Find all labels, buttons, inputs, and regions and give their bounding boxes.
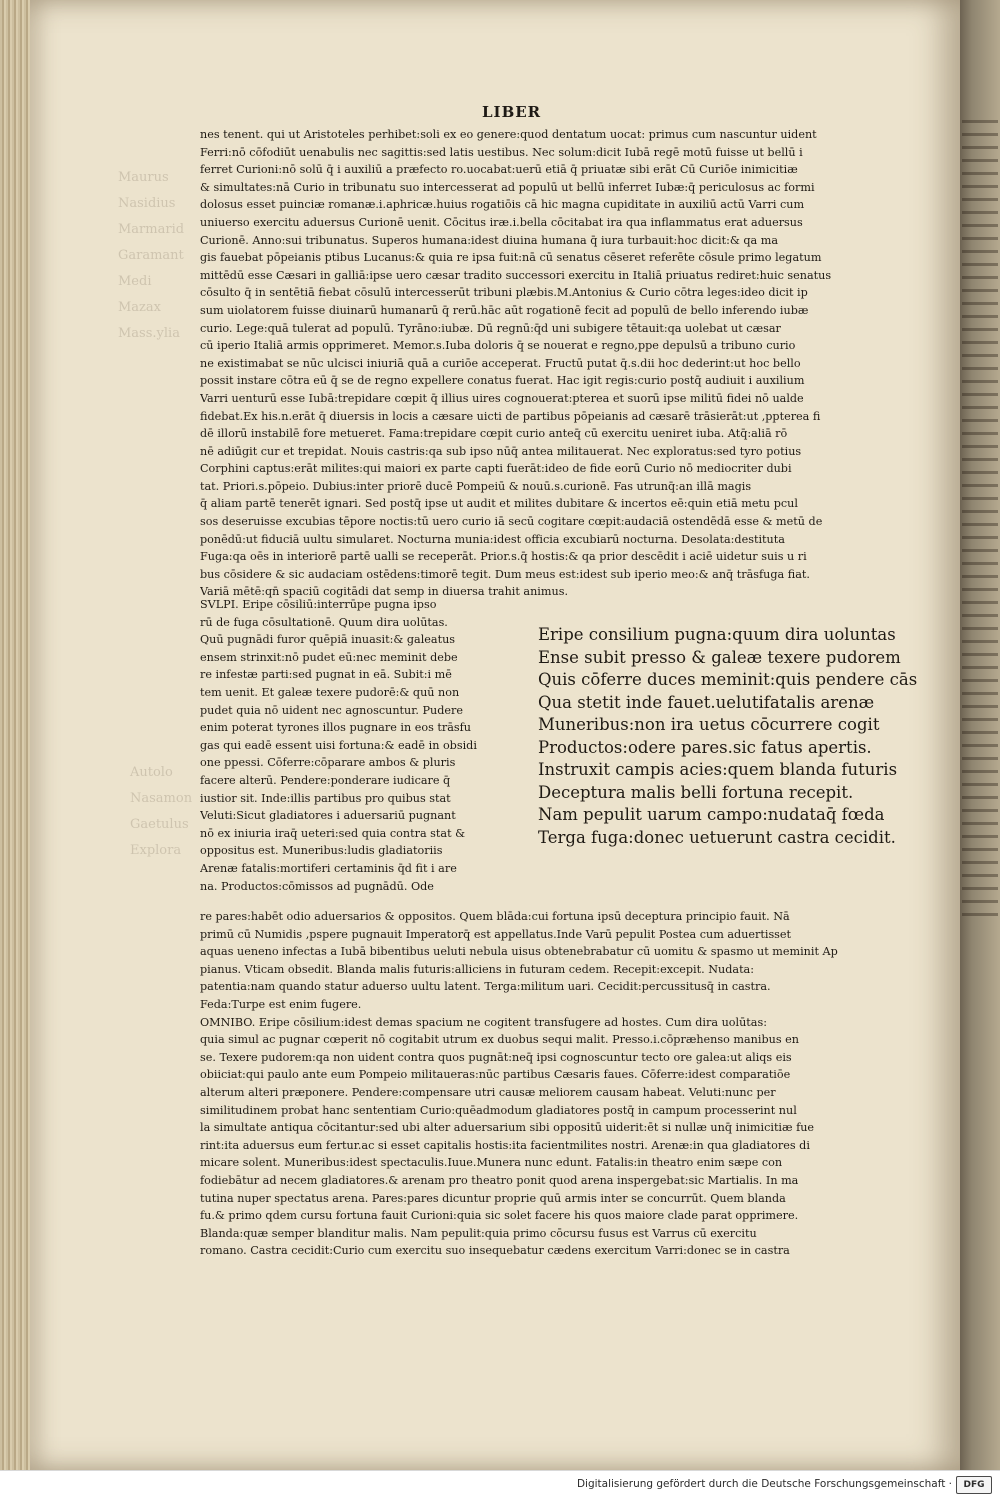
commentary-line: q̄ aliam partē tenerēt ignari. Sed postq̄ ipse ut audit et milites dubitare & incertos eē:quin etiā metu pcul bbox=[200, 497, 798, 511]
commentary-line: nē adiūgit cur et trepidat. Nouis castris:qa sub ipso nūq̄ antea militauerat. Nec exploratus:sed tyro potius bbox=[200, 444, 802, 458]
show-through-text-lower: Autolo Nasamon Gaetulus Explora bbox=[130, 765, 193, 858]
commentary-line: SVLPI. Eripe cōsiliū:interrūpe pugna ipso bbox=[200, 598, 437, 611]
commentary-line: patentia:nam quando statur aduerso uultu latent. Terga:militum uari. Cecidit:percussitusq̄ in castra. bbox=[200, 980, 771, 994]
verse-line: Eripe consilium pugna:quum dira uoluntas bbox=[538, 625, 896, 644]
commentary-line: fu.& primo qdem cursu fortuna fauit Curioni:quia sic solet facere his quos maiore clade parat opprimere. bbox=[200, 1209, 799, 1223]
commentary-line: dolosus esset puinciæ romanæ.i.aphricæ.huius rogatiōis cā hic magna cupiditate in auxiliū actū Varri cum bbox=[200, 198, 805, 212]
footer-bar bbox=[0, 1470, 1000, 1498]
commentary-line: la simultate antiqua cōcitantur:sed ubi alter aduersarium sibi oppositū uiderit:ēt si nullæ unq̄ inimicitiæ fue bbox=[200, 1121, 815, 1135]
commentary-line: Quū pugnādi furor quēpiā inuasit:& galeatus bbox=[200, 633, 456, 647]
running-head: LIBER bbox=[482, 103, 542, 121]
commentary-line: tem uenit. Et galeæ texere pudorē:& quū non bbox=[200, 685, 460, 699]
commentary-line: possit instare cōtra eū q̄ se de regno expellere conatus fuerat. Hac igit regis:curio postq̄ audiuit i auxilium bbox=[200, 374, 805, 388]
commentary-line: obiiciat:qui paulo ante eum Pompeio militaueras:nūc partibus Cæsaris faues. Cōferre:idest comparatiōe bbox=[200, 1068, 791, 1082]
commentary-line: Blanda:quæ semper blanditur malis. Nam pepulit:quia primo cōcursu fusus est Varrus cū exercitu bbox=[200, 1226, 757, 1240]
facing-page-text bbox=[962, 120, 998, 920]
commentary-line: OMNIBO. Eripe cōsilium:idest demas spacium ne cogitent transfugere ad hostes. Cum dira uolūtas: bbox=[200, 1015, 767, 1029]
verse-line: Productos:odere pares.sic fatus apertis. bbox=[538, 737, 872, 757]
commentary-line: Curionē. Anno:sui tribunatus. Superos humana:idest diuina humana q̄ iura turbauit:hoc dicit:& qa ma bbox=[200, 233, 779, 247]
commentary-line: primū cū Numidis ,pspere pugnauit Imperatorq̄ est appellatus.Inde Varū pepulit Postea cum aduertisset bbox=[200, 927, 792, 941]
commentary-line: ensem strinxit:nō pudet eū:nec meminit debe bbox=[200, 650, 458, 664]
verse-line: Quis cōferre duces meminit:quis pendere cās bbox=[538, 670, 918, 689]
verse-line: Instruxit campis acies:quem blanda futuris bbox=[538, 760, 898, 779]
commentary-line: Ferri:nō cōfodiūt uenabulis nec sagittis:sed latis uestibus. Nec solum:dicit Iubā regē motū fuisse ut bellū i bbox=[200, 145, 803, 159]
book-edge bbox=[0, 0, 30, 1470]
digitization-credit: Digitalisierung gefördert durch die Deutsche Forschungsgemeinschaft · bbox=[576, 1478, 952, 1490]
commentary-line: dē illorū instabilē fore metueret. Fama:trepidare cœpit curio anteq̄ cū exercitu ueniret iuba. Atq̄:aliā rō bbox=[200, 427, 788, 441]
verse-line: Terga fuga:donec uetuerunt castra cecidit. bbox=[538, 827, 896, 847]
verse-line: Qua stetit inde fauet.uelutifatalis arenæ bbox=[538, 692, 875, 712]
commentary-line: rint:ita aduersus eum fertur.ac si esset capitalis hostis:ita facientmilites nostri. Arenæ:in qua gladiatores di bbox=[200, 1138, 810, 1152]
commentary-line: Fuga:qa oēs in interiorē partē ualli se receperāt. Prior.s.q̄ hostis:& qa prior descēdit i aciē uidetur suis u ri bbox=[200, 550, 807, 564]
commentary-line: sum uiolatorem fuisse diuinarū humanarū q̄ rerū.hāc aūt rogationē fecit ad populū de bello inferendo iubæ bbox=[200, 303, 809, 317]
commentary-line: romano. Castra cecidit:Curio cum exercitu suo insequebatur cædens exercitum Varri:donec se in castra bbox=[200, 1244, 790, 1258]
verse-line: Ense subit presso & galeæ texere pudorem bbox=[538, 647, 901, 667]
commentary-line: iustior sit. Inde:illis partibus pro quibus stat bbox=[200, 791, 451, 805]
commentary-line: pudet quia nō uident nec agnoscuntur. Pudere bbox=[200, 703, 463, 717]
commentary-line: quia simul ac pugnar cœperit nō cogitabit utrum ex duobus sequi malit. Presso.i.cōpræhenso manibus en bbox=[200, 1033, 799, 1047]
commentary-line: curio. Lege:quā tulerat ad populū. Tyrāno:iubæ. Dū regnū:q̄d uni subigere tētauit:qa uolebat ut cæsar bbox=[200, 321, 781, 335]
commentary-line: Veluti:Sicut gladiatores i aduersariū pugnant bbox=[200, 809, 456, 823]
commentary-line: tutina nuper spectatus arena. Pares:pares dicuntur proprie quū armis inter se concurrūt. Quem blanda bbox=[200, 1191, 786, 1205]
commentary-line: micare solent. Muneribus:idest spectaculis.Iuue.Munera nunc edunt. Fatalis:in theatro enim sæpe con bbox=[200, 1156, 783, 1170]
commentary-line: se. Texere pudorem:qa non uident contra quos pugnāt:neq̄ ipsi cognoscuntur tecto ore galea:ut aliqs eis bbox=[200, 1050, 792, 1064]
commentary-line: Corphini captus:erāt milites:qui maiori ex parte capti fuerāt:ideo de fide eorū Curio nō mediocriter dubi bbox=[200, 462, 792, 476]
commentary-line: ponēdū:ut fiduciā uultu simularet. Nocturna munia:idest officia excubiarū nocturna. Desolata:destituta bbox=[200, 532, 785, 546]
commentary-left bbox=[200, 596, 510, 895]
commentary-line: fidebat.Ex his.n.erāt q̄ diuersis in locis a cæsare uicti de partibus pōpeianis ad cæsarē trāsierāt:ut ,ppterea fi bbox=[200, 409, 821, 423]
commentary-line: pianus. Vticam obsedit. Blanda malis futuris:alliciens in futuram cedem. Recepit:excepit. Nudata: bbox=[200, 962, 754, 976]
commentary-line: Feda:Turpe est enim fugere. bbox=[200, 997, 362, 1011]
commentary-line: cōsulto q̄ in sentētiā fiebat cōsulū intercesserūt tribuni plæbis.M.Antonius & Curio cōtra leges:ideo dicit ip bbox=[200, 286, 808, 300]
commentary-line: alterum alteri præponere. Pendere:compensare utri causæ meliorem causam habeat. Veluti:nunc per bbox=[200, 1085, 776, 1099]
commentary-line: one ppessi. Cōferre:cōparare ambos & pluris bbox=[200, 756, 456, 770]
dfg-logo-icon: DFG bbox=[956, 1476, 992, 1494]
commentary-line: ferret Curioni:nō solū q̄ i auxiliū a præfecto ro.uocabat:uerū etiā q̄ priuatæ sibi erāt Cū Curiōe inimicitiæ bbox=[200, 163, 798, 177]
commentary-line: similitudinem probat hanc sententiam Curio:quēadmodum gladiatores postq̄ in campum processerint nul bbox=[200, 1103, 797, 1117]
commentary-line: gas qui eadē essent uisi fortuna:& eadē in obsidi bbox=[200, 738, 477, 752]
commentary-line: cū iperio Italiā armis opprimeret. Memor.s.Iuba doloris q̄ se nouerat e regno,ppe depulsū a tribuno curio bbox=[200, 339, 796, 353]
verse-line: Muneribus:non ira uetus cōcurrere cogit bbox=[538, 715, 880, 734]
commentary-line: oppositus est. Muneribus:ludis gladiatoriis bbox=[200, 844, 443, 858]
commentary-line: & simultates:nā Curio in tribunatu suo intercesserat ad populū ut bellū inferret Iubæ:q̄ periculosus ac formi bbox=[200, 180, 815, 194]
commentary-line: na. Productos:cōmissos ad pugnādū. Ode bbox=[200, 879, 434, 893]
commentary-line: re pares:habēt odio aduersarios & oppositos. Quem blāda:cui fortuna ipsū deceptura principio fauit. Nā bbox=[200, 910, 790, 923]
commentary-bottom bbox=[200, 908, 924, 1260]
commentary-line: tat. Priori.s.pōpeio. Dubius:inter priorē ducē Pompeiū & nouū.s.curionē. Fas utrunq̄:an illā magis bbox=[200, 479, 752, 493]
show-through-text: Maurus Nasidius Marmarid Garamant Medi Mazax Mass.ylia bbox=[118, 170, 185, 341]
poem-verses bbox=[538, 624, 918, 849]
commentary-line: sos deseruisse excubias tēpore noctis:tū uero curio iā secū cogitare cœpit:audaciā ostendēdā esse & metū de bbox=[200, 515, 823, 529]
commentary-line: nō ex iniuria iraq̄ ueteri:sed quia contra stat & bbox=[200, 826, 466, 840]
commentary-line: Varri uenturū esse Iubā:trepidare cœpit q̄ illius uires cognouerat:pterea et suorū ipse militū fidei nō ualde bbox=[200, 391, 804, 405]
commentary-line: facere alterū. Pendere:ponderare iudicare q̄ bbox=[200, 773, 451, 787]
commentary-line: rū de fuga cōsultationē. Quum dira uolūtas. bbox=[200, 615, 448, 629]
verse-line: Nam pepulit uarum campo:nudataq̄ fœda bbox=[538, 805, 885, 824]
commentary-line: gis fauebat pōpeianis ptibus Lucanus:& quia re ipsa fuit:nā cū senatus cēseret referēte cōsule primo legatum bbox=[200, 251, 822, 265]
commentary-line: mittēdū esse Cæsari in galliā:ipse uero cæsar tradito successori exercitu in Italiā priuatus rediret:huic senatus bbox=[200, 268, 832, 282]
commentary-line: re infestæ parti:sed pugnat in eā. Subit:i mē bbox=[200, 668, 452, 682]
commentary-line: aquas ueneno infectas a Iubā bibentibus ueluti nebula uisus obtenebrabatur cū uomitu & spasmo ut meminit Ap bbox=[200, 945, 838, 959]
commentary-line: fodiebātur ad necem gladiatores.& arenam pro theatro ponit quod arena inspergebat:sic Martialis. In ma bbox=[200, 1173, 799, 1187]
verse-line: Deceptura malis belli fortuna recepit. bbox=[538, 782, 854, 802]
commentary-line: enim poterat tyrones illos pugnare in eos trāsfu bbox=[200, 721, 471, 735]
commentary-top bbox=[200, 126, 912, 601]
commentary-line: bus cōsidere & sic audaciam ostēdens:timorē tegit. Dum meus est:idest sub iperio meo:& anq̄ trāsfuga fiat. bbox=[200, 567, 810, 581]
commentary-line: uniuerso exercitu aduersus Curionē uenit. Cōcitus iræ.i.bella cōcitabat ira qua inflammatus erat aduersus bbox=[200, 215, 803, 229]
commentary-line: nes tenent. qui ut Aristoteles perhibet:soli ex eo genere:quod dentatum uocat: primus cum nascuntur uident bbox=[200, 128, 817, 141]
commentary-line: Variā mētē:qn̄ spaciū cogitādi dat semp in diuersa trahit animus. bbox=[200, 585, 568, 599]
commentary-line: ne existimabat se nūc ulcisci iniuriā quā a curiōe acceperat. Fructū putat q̄.s.dii hoc dederint:ut hoc bello bbox=[200, 356, 801, 370]
commentary-line: Arenæ fatalis:mortiferi certaminis q̄d fit i are bbox=[200, 861, 457, 875]
